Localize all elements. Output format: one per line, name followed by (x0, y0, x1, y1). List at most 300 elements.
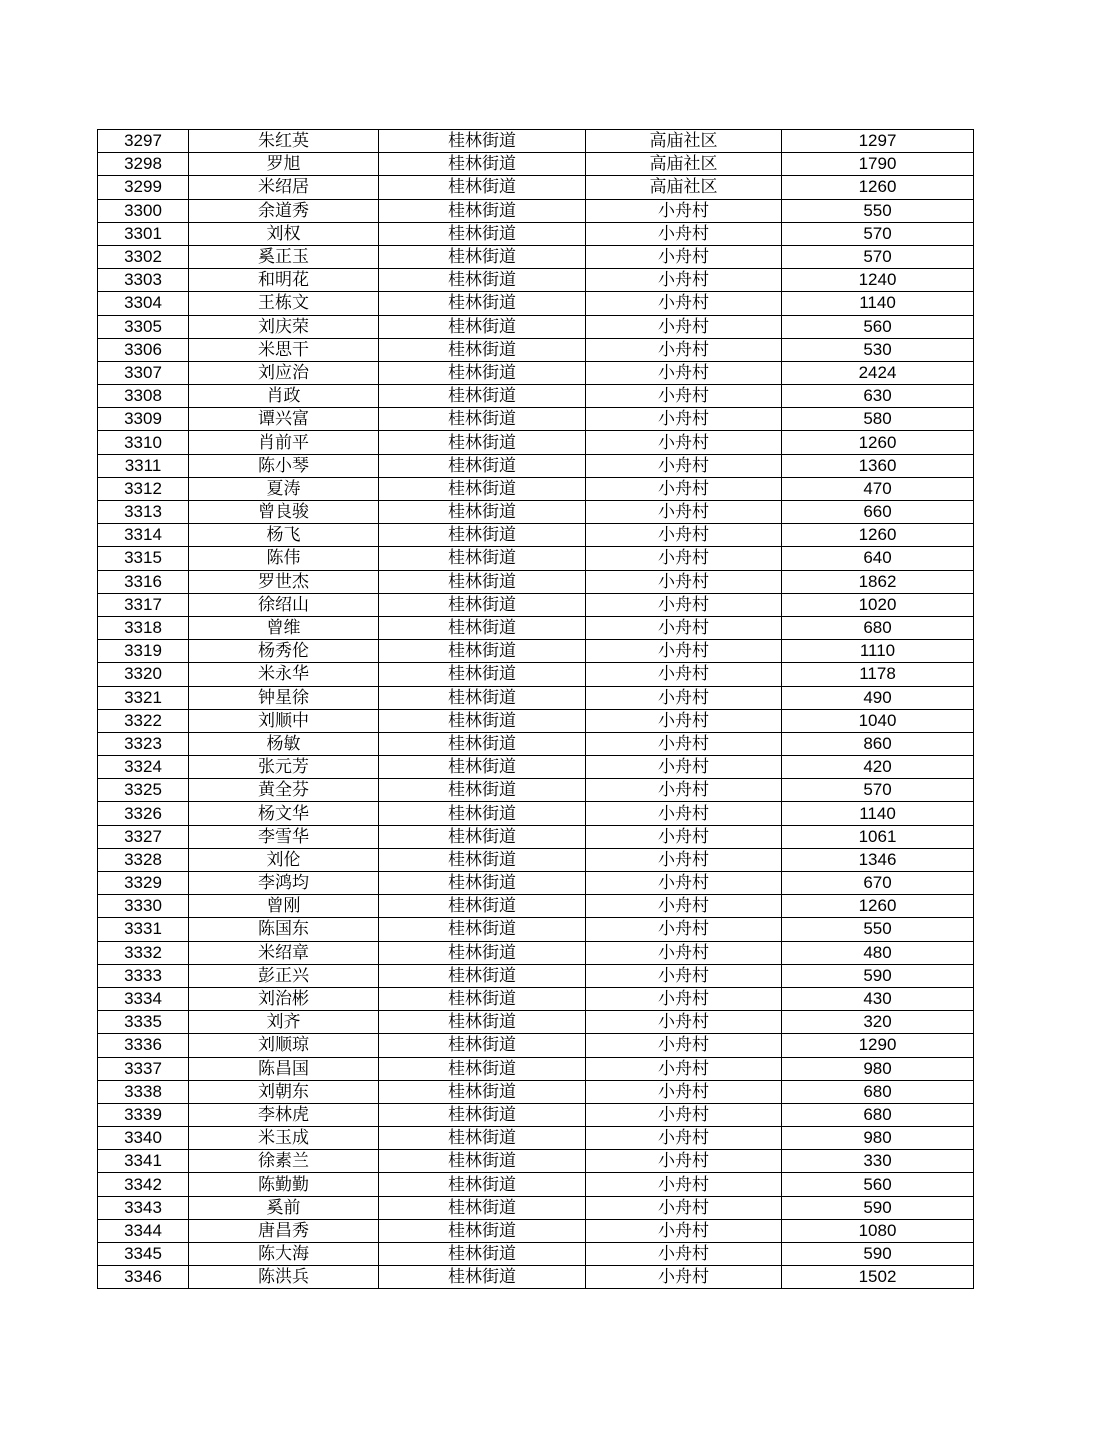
street-cell: 桂林街道 (379, 709, 586, 732)
amount-cell: 980 (782, 1057, 974, 1080)
amount-cell: 1790 (782, 153, 974, 176)
table-row (98, 848, 974, 871)
village-cell: 小舟村 (586, 454, 782, 477)
table-row (98, 338, 974, 361)
amount-cell: 550 (782, 918, 974, 941)
person-name-cell: 杨飞 (189, 524, 379, 547)
table-row (98, 1150, 974, 1173)
table-row (98, 176, 974, 199)
village-cell: 小舟村 (586, 593, 782, 616)
street-cell: 桂林街道 (379, 1011, 586, 1034)
village-cell: 小舟村 (586, 1057, 782, 1080)
table-row (98, 593, 974, 616)
person-name-cell: 曾良骏 (189, 501, 379, 524)
village-cell: 高庙社区 (586, 130, 782, 153)
row-number-cell: 3329 (98, 872, 189, 895)
street-cell: 桂林街道 (379, 361, 586, 384)
amount-cell: 1297 (782, 130, 974, 153)
table-row (98, 802, 974, 825)
street-cell: 桂林街道 (379, 663, 586, 686)
amount-cell: 1020 (782, 593, 974, 616)
row-number-cell: 3301 (98, 222, 189, 245)
row-number-cell: 3332 (98, 941, 189, 964)
amount-cell: 530 (782, 338, 974, 361)
village-cell: 小舟村 (586, 524, 782, 547)
village-cell: 小舟村 (586, 802, 782, 825)
street-cell: 桂林街道 (379, 292, 586, 315)
person-name-cell: 陈伟 (189, 547, 379, 570)
amount-cell: 1502 (782, 1266, 974, 1289)
table-row (98, 941, 974, 964)
row-number-cell: 3297 (98, 130, 189, 153)
street-cell: 桂林街道 (379, 153, 586, 176)
row-number-cell: 3346 (98, 1266, 189, 1289)
person-name-cell: 陈勤勤 (189, 1173, 379, 1196)
row-number-cell: 3303 (98, 269, 189, 292)
person-name-cell: 刘顺中 (189, 709, 379, 732)
street-cell: 桂林街道 (379, 1173, 586, 1196)
row-number-cell: 3312 (98, 477, 189, 500)
table-row (98, 570, 974, 593)
row-number-cell: 3298 (98, 153, 189, 176)
table-row (98, 732, 974, 755)
street-cell: 桂林街道 (379, 431, 586, 454)
person-name-cell: 肖政 (189, 385, 379, 408)
village-cell: 小舟村 (586, 756, 782, 779)
table-row (98, 1103, 974, 1126)
village-cell: 高庙社区 (586, 176, 782, 199)
table-row (98, 640, 974, 663)
street-cell: 桂林街道 (379, 895, 586, 918)
person-name-cell: 奚正玉 (189, 245, 379, 268)
row-number-cell: 3321 (98, 686, 189, 709)
row-number-cell: 3311 (98, 454, 189, 477)
village-cell: 小舟村 (586, 1243, 782, 1266)
person-name-cell: 米玉成 (189, 1127, 379, 1150)
row-number-cell: 3317 (98, 593, 189, 616)
person-name-cell: 黄全芬 (189, 779, 379, 802)
table-row (98, 1266, 974, 1289)
street-cell: 桂林街道 (379, 732, 586, 755)
village-cell: 小舟村 (586, 964, 782, 987)
person-name-cell: 李雪华 (189, 825, 379, 848)
street-cell: 桂林街道 (379, 802, 586, 825)
village-cell: 小舟村 (586, 1103, 782, 1126)
table-row (98, 199, 974, 222)
table-row (98, 616, 974, 639)
person-name-cell: 陈大海 (189, 1243, 379, 1266)
table-row (98, 1219, 974, 1242)
village-cell: 小舟村 (586, 848, 782, 871)
row-number-cell: 3342 (98, 1173, 189, 1196)
person-name-cell: 杨敏 (189, 732, 379, 755)
amount-cell: 1862 (782, 570, 974, 593)
amount-cell: 1260 (782, 176, 974, 199)
street-cell: 桂林街道 (379, 756, 586, 779)
table-row (98, 1243, 974, 1266)
village-cell: 小舟村 (586, 547, 782, 570)
table-row (98, 1057, 974, 1080)
table-row (98, 315, 974, 338)
street-cell: 桂林街道 (379, 269, 586, 292)
amount-cell: 580 (782, 408, 974, 431)
amount-cell: 1140 (782, 802, 974, 825)
person-name-cell: 李鸿均 (189, 872, 379, 895)
street-cell: 桂林街道 (379, 964, 586, 987)
amount-cell: 630 (782, 385, 974, 408)
amount-cell: 670 (782, 872, 974, 895)
village-cell: 小舟村 (586, 431, 782, 454)
person-name-cell: 李林虎 (189, 1103, 379, 1126)
person-name-cell: 陈国东 (189, 918, 379, 941)
person-name-cell: 陈昌国 (189, 1057, 379, 1080)
table-row (98, 663, 974, 686)
table-row (98, 686, 974, 709)
person-name-cell: 杨秀伦 (189, 640, 379, 663)
amount-cell: 570 (782, 222, 974, 245)
village-cell: 小舟村 (586, 779, 782, 802)
table-row (98, 385, 974, 408)
village-cell: 小舟村 (586, 269, 782, 292)
row-number-cell: 3305 (98, 315, 189, 338)
street-cell: 桂林街道 (379, 338, 586, 361)
amount-cell: 550 (782, 199, 974, 222)
person-name-cell: 米永华 (189, 663, 379, 686)
amount-cell: 1240 (782, 269, 974, 292)
row-number-cell: 3304 (98, 292, 189, 315)
records-table (97, 129, 974, 1289)
amount-cell: 1260 (782, 524, 974, 547)
person-name-cell: 钟星徐 (189, 686, 379, 709)
person-name-cell: 米绍章 (189, 941, 379, 964)
amount-cell: 640 (782, 547, 974, 570)
row-number-cell: 3333 (98, 964, 189, 987)
street-cell: 桂林街道 (379, 1127, 586, 1150)
table-row (98, 454, 974, 477)
person-name-cell: 陈洪兵 (189, 1266, 379, 1289)
table-row (98, 779, 974, 802)
person-name-cell: 刘齐 (189, 1011, 379, 1034)
row-number-cell: 3319 (98, 640, 189, 663)
street-cell: 桂林街道 (379, 501, 586, 524)
table-row (98, 408, 974, 431)
table-row (98, 964, 974, 987)
village-cell: 小舟村 (586, 385, 782, 408)
table-row (98, 987, 974, 1010)
street-cell: 桂林街道 (379, 686, 586, 709)
street-cell: 桂林街道 (379, 385, 586, 408)
row-number-cell: 3313 (98, 501, 189, 524)
table-row (98, 524, 974, 547)
street-cell: 桂林街道 (379, 408, 586, 431)
row-number-cell: 3315 (98, 547, 189, 570)
person-name-cell: 张元芳 (189, 756, 379, 779)
row-number-cell: 3337 (98, 1057, 189, 1080)
row-number-cell: 3330 (98, 895, 189, 918)
table-row (98, 756, 974, 779)
street-cell: 桂林街道 (379, 222, 586, 245)
street-cell: 桂林街道 (379, 524, 586, 547)
amount-cell: 1080 (782, 1219, 974, 1242)
village-cell: 小舟村 (586, 709, 782, 732)
row-number-cell: 3323 (98, 732, 189, 755)
person-name-cell: 刘应治 (189, 361, 379, 384)
table-row (98, 1011, 974, 1034)
person-name-cell: 罗世杰 (189, 570, 379, 593)
person-name-cell: 刘治彬 (189, 987, 379, 1010)
row-number-cell: 3339 (98, 1103, 189, 1126)
village-cell: 小舟村 (586, 987, 782, 1010)
person-name-cell: 刘权 (189, 222, 379, 245)
village-cell: 小舟村 (586, 338, 782, 361)
table-row (98, 709, 974, 732)
village-cell: 小舟村 (586, 477, 782, 500)
street-cell: 桂林街道 (379, 1266, 586, 1289)
person-name-cell: 刘伦 (189, 848, 379, 871)
person-name-cell: 曾维 (189, 616, 379, 639)
amount-cell: 480 (782, 941, 974, 964)
row-number-cell: 3343 (98, 1196, 189, 1219)
person-name-cell: 陈小琴 (189, 454, 379, 477)
street-cell: 桂林街道 (379, 176, 586, 199)
row-number-cell: 3327 (98, 825, 189, 848)
street-cell: 桂林街道 (379, 1057, 586, 1080)
street-cell: 桂林街道 (379, 315, 586, 338)
village-cell: 小舟村 (586, 501, 782, 524)
amount-cell: 570 (782, 245, 974, 268)
street-cell: 桂林街道 (379, 454, 586, 477)
village-cell: 小舟村 (586, 640, 782, 663)
table-row (98, 1127, 974, 1150)
street-cell: 桂林街道 (379, 779, 586, 802)
village-cell: 小舟村 (586, 1011, 782, 1034)
street-cell: 桂林街道 (379, 1219, 586, 1242)
person-name-cell: 米思干 (189, 338, 379, 361)
amount-cell: 2424 (782, 361, 974, 384)
table-row (98, 222, 974, 245)
table-row (98, 1173, 974, 1196)
table-row (98, 895, 974, 918)
street-cell: 桂林街道 (379, 848, 586, 871)
street-cell: 桂林街道 (379, 1196, 586, 1219)
village-cell: 小舟村 (586, 408, 782, 431)
row-number-cell: 3336 (98, 1034, 189, 1057)
village-cell: 小舟村 (586, 199, 782, 222)
records-table-body (98, 130, 974, 1289)
row-number-cell: 3307 (98, 361, 189, 384)
row-number-cell: 3335 (98, 1011, 189, 1034)
table-row (98, 130, 974, 153)
row-number-cell: 3328 (98, 848, 189, 871)
street-cell: 桂林街道 (379, 1034, 586, 1057)
village-cell: 小舟村 (586, 616, 782, 639)
row-number-cell: 3320 (98, 663, 189, 686)
table-row (98, 872, 974, 895)
village-cell: 小舟村 (586, 1034, 782, 1057)
person-name-cell: 唐昌秀 (189, 1219, 379, 1242)
street-cell: 桂林街道 (379, 616, 586, 639)
table-row (98, 1080, 974, 1103)
village-cell: 小舟村 (586, 1150, 782, 1173)
row-number-cell: 3314 (98, 524, 189, 547)
amount-cell: 1061 (782, 825, 974, 848)
village-cell: 小舟村 (586, 1127, 782, 1150)
amount-cell: 330 (782, 1150, 974, 1173)
amount-cell: 1260 (782, 431, 974, 454)
person-name-cell: 罗旭 (189, 153, 379, 176)
village-cell: 小舟村 (586, 292, 782, 315)
street-cell: 桂林街道 (379, 199, 586, 222)
village-cell: 小舟村 (586, 895, 782, 918)
person-name-cell: 奚前 (189, 1196, 379, 1219)
row-number-cell: 3316 (98, 570, 189, 593)
person-name-cell: 曾刚 (189, 895, 379, 918)
amount-cell: 680 (782, 616, 974, 639)
amount-cell: 1290 (782, 1034, 974, 1057)
row-number-cell: 3325 (98, 779, 189, 802)
row-number-cell: 3344 (98, 1219, 189, 1242)
row-number-cell: 3341 (98, 1150, 189, 1173)
amount-cell: 1040 (782, 709, 974, 732)
amount-cell: 1110 (782, 640, 974, 663)
village-cell: 小舟村 (586, 663, 782, 686)
amount-cell: 1140 (782, 292, 974, 315)
row-number-cell: 3345 (98, 1243, 189, 1266)
street-cell: 桂林街道 (379, 1080, 586, 1103)
table-row (98, 292, 974, 315)
table-row (98, 501, 974, 524)
street-cell: 桂林街道 (379, 593, 586, 616)
amount-cell: 660 (782, 501, 974, 524)
amount-cell: 1360 (782, 454, 974, 477)
row-number-cell: 3308 (98, 385, 189, 408)
person-name-cell: 杨文华 (189, 802, 379, 825)
village-cell: 小舟村 (586, 570, 782, 593)
person-name-cell: 朱红英 (189, 130, 379, 153)
amount-cell: 1346 (782, 848, 974, 871)
row-number-cell: 3324 (98, 756, 189, 779)
amount-cell: 590 (782, 1243, 974, 1266)
village-cell: 小舟村 (586, 941, 782, 964)
table-row (98, 477, 974, 500)
amount-cell: 470 (782, 477, 974, 500)
street-cell: 桂林街道 (379, 547, 586, 570)
row-number-cell: 3309 (98, 408, 189, 431)
row-number-cell: 3306 (98, 338, 189, 361)
amount-cell: 570 (782, 779, 974, 802)
table-row (98, 361, 974, 384)
table-row (98, 918, 974, 941)
row-number-cell: 3338 (98, 1080, 189, 1103)
person-name-cell: 和明花 (189, 269, 379, 292)
village-cell: 小舟村 (586, 686, 782, 709)
table-row (98, 269, 974, 292)
person-name-cell: 王栋文 (189, 292, 379, 315)
amount-cell: 680 (782, 1080, 974, 1103)
street-cell: 桂林街道 (379, 987, 586, 1010)
table-row (98, 431, 974, 454)
amount-cell: 490 (782, 686, 974, 709)
village-cell: 小舟村 (586, 1219, 782, 1242)
street-cell: 桂林街道 (379, 570, 586, 593)
amount-cell: 430 (782, 987, 974, 1010)
table-row (98, 1196, 974, 1219)
street-cell: 桂林街道 (379, 640, 586, 663)
table-row (98, 153, 974, 176)
row-number-cell: 3322 (98, 709, 189, 732)
table-row (98, 245, 974, 268)
street-cell: 桂林街道 (379, 130, 586, 153)
table-row (98, 547, 974, 570)
row-number-cell: 3300 (98, 199, 189, 222)
street-cell: 桂林街道 (379, 1243, 586, 1266)
amount-cell: 320 (782, 1011, 974, 1034)
person-name-cell: 米绍居 (189, 176, 379, 199)
person-name-cell: 徐绍山 (189, 593, 379, 616)
street-cell: 桂林街道 (379, 918, 586, 941)
row-number-cell: 3326 (98, 802, 189, 825)
village-cell: 小舟村 (586, 825, 782, 848)
row-number-cell: 3340 (98, 1127, 189, 1150)
person-name-cell: 夏涛 (189, 477, 379, 500)
village-cell: 小舟村 (586, 1196, 782, 1219)
street-cell: 桂林街道 (379, 245, 586, 268)
village-cell: 小舟村 (586, 222, 782, 245)
village-cell: 小舟村 (586, 732, 782, 755)
amount-cell: 560 (782, 315, 974, 338)
village-cell: 高庙社区 (586, 153, 782, 176)
person-name-cell: 谭兴富 (189, 408, 379, 431)
person-name-cell: 刘朝东 (189, 1080, 379, 1103)
person-name-cell: 徐素兰 (189, 1150, 379, 1173)
street-cell: 桂林街道 (379, 941, 586, 964)
amount-cell: 1178 (782, 663, 974, 686)
amount-cell: 590 (782, 1196, 974, 1219)
street-cell: 桂林街道 (379, 825, 586, 848)
row-number-cell: 3310 (98, 431, 189, 454)
village-cell: 小舟村 (586, 315, 782, 338)
amount-cell: 980 (782, 1127, 974, 1150)
village-cell: 小舟村 (586, 1080, 782, 1103)
amount-cell: 680 (782, 1103, 974, 1126)
village-cell: 小舟村 (586, 1173, 782, 1196)
village-cell: 小舟村 (586, 872, 782, 895)
amount-cell: 560 (782, 1173, 974, 1196)
village-cell: 小舟村 (586, 361, 782, 384)
amount-cell: 590 (782, 964, 974, 987)
amount-cell: 420 (782, 756, 974, 779)
person-name-cell: 余道秀 (189, 199, 379, 222)
village-cell: 小舟村 (586, 1266, 782, 1289)
amount-cell: 1260 (782, 895, 974, 918)
table-row (98, 825, 974, 848)
row-number-cell: 3334 (98, 987, 189, 1010)
person-name-cell: 彭正兴 (189, 964, 379, 987)
person-name-cell: 刘顺琼 (189, 1034, 379, 1057)
street-cell: 桂林街道 (379, 872, 586, 895)
person-name-cell: 刘庆荣 (189, 315, 379, 338)
table-row (98, 1034, 974, 1057)
row-number-cell: 3302 (98, 245, 189, 268)
street-cell: 桂林街道 (379, 477, 586, 500)
village-cell: 小舟村 (586, 245, 782, 268)
row-number-cell: 3299 (98, 176, 189, 199)
person-name-cell: 肖前平 (189, 431, 379, 454)
row-number-cell: 3318 (98, 616, 189, 639)
amount-cell: 860 (782, 732, 974, 755)
row-number-cell: 3331 (98, 918, 189, 941)
village-cell: 小舟村 (586, 918, 782, 941)
